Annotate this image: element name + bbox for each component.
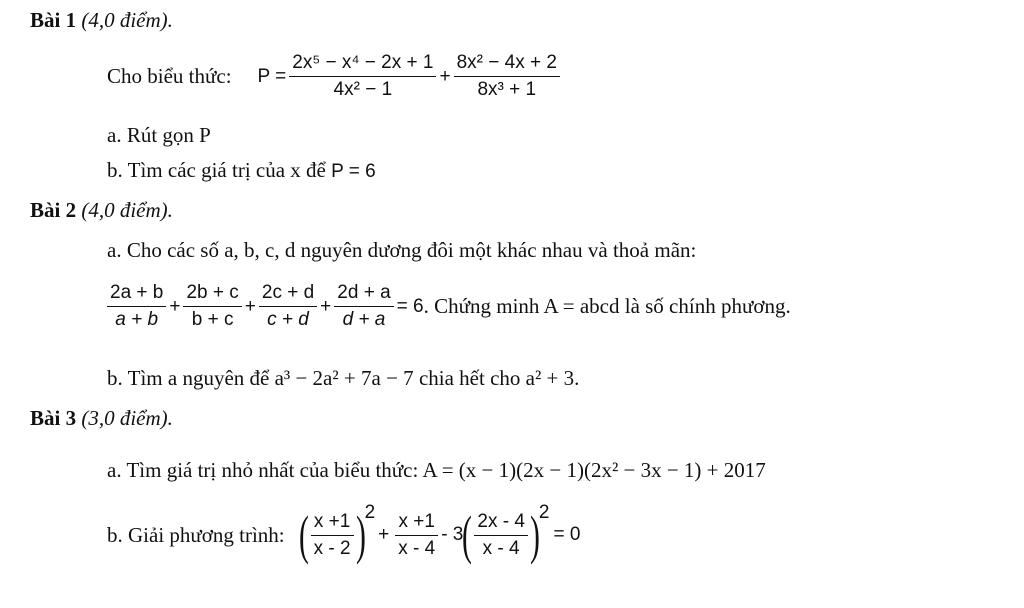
bai3-part-a — [107, 458, 766, 483]
bai2-fraction-4-num: 2d + a — [334, 282, 393, 307]
bai2-points: (4,0 điểm). — [81, 198, 173, 222]
bai3-term-2-fraction — [395, 511, 438, 560]
bai3-term-3-num: 2x - 4 — [474, 511, 528, 536]
bai2-heading: Bài 2 — [30, 198, 77, 222]
bai2-part-b-expr: a³ − 2a² + 7a − 7 — [274, 366, 414, 390]
bai3-points: (3,0 điểm). — [81, 406, 173, 430]
bai2-heading-line — [30, 198, 173, 223]
bai1-part-b-math: P = 6 — [331, 161, 376, 182]
bai2-fraction-2-den: b + c — [191, 309, 234, 330]
bai1-expression-line — [107, 52, 563, 101]
bai3-coef: - 3 — [441, 524, 464, 545]
bai1-p-lhs: P = — [257, 65, 287, 87]
bai3-term-3-den: x - 4 — [482, 537, 520, 559]
bai2-part-b — [107, 366, 579, 391]
bai2-fraction-3-den: c + d — [267, 309, 309, 330]
bai2-part-a-text: a. Cho các số a, b, c, d nguyên dương đôi một khác nhau và thoả mãn: — [107, 238, 697, 262]
left-paren-3: ( — [462, 505, 473, 565]
bai2-eq-end: = 6 — [396, 295, 424, 317]
bai1-fraction-1-den: 4x² − 1 — [333, 79, 393, 100]
bai2-part-b-div: a² + 3. — [525, 366, 580, 390]
bai3-plus: + — [378, 524, 390, 545]
bai1-heading-line — [30, 8, 173, 33]
bai2-fraction-3-num: 2c + d — [259, 282, 317, 307]
bai1-fraction-1 — [289, 52, 436, 101]
bai1-heading: Bài 1 — [30, 8, 77, 32]
bai2-fraction-1 — [107, 282, 166, 331]
bai3-part-b — [107, 502, 581, 565]
bai3-eq-end: = 0 — [553, 524, 581, 545]
bai3-part-b-text: b. Giải phương trình: — [107, 522, 285, 547]
bai1-part-b-text: b. Tìm các giá trị của x để — [107, 158, 326, 182]
bai2-plus-3: + — [320, 295, 332, 317]
bai3-term-1-fraction — [311, 511, 354, 560]
bai1-part-a: a. Rút gọn P — [107, 123, 211, 147]
bai2-equation-line — [104, 282, 791, 331]
bai2-fraction-4-den: d + a — [342, 309, 386, 330]
left-paren-1: ( — [298, 505, 309, 565]
bai1-fraction-2 — [454, 52, 560, 101]
bai1-fraction-1-num: 2x⁵ − x⁴ − 2x + 1 — [289, 52, 436, 77]
bai1-fraction-2-den: 8x³ + 1 — [477, 79, 537, 100]
bai1-intro: Cho biểu thức: — [107, 64, 232, 88]
bai2-part-b-mid: chia hết cho — [418, 366, 521, 390]
bai3-term-2-den: x - 4 — [398, 537, 436, 559]
bai1-points: (4,0 điểm). — [81, 8, 173, 32]
bai3-heading: Bài 3 — [30, 406, 77, 430]
bai2-fraction-2 — [183, 282, 241, 331]
bai3-heading-line — [30, 406, 173, 431]
bai2-conclusion: . Chứng minh A = abcd là số chính phương. — [423, 294, 791, 318]
bai2-plus-2: + — [244, 295, 256, 317]
bai2-part-b-text: b. Tìm a nguyên để — [107, 366, 270, 390]
bai3-part-a-expr: A = (x − 1)(2x − 1)(2x² − 3x − 1) + 2017 — [422, 458, 766, 482]
bai2-fraction-4 — [334, 282, 393, 331]
bai3-square-3: 2 — [538, 502, 550, 523]
bai3-term-2-num: x +1 — [395, 511, 438, 536]
bai3-square-1: 2 — [364, 502, 376, 523]
bai2-fraction-1-num: 2a + b — [107, 282, 166, 307]
right-paren-1: ) — [355, 505, 366, 565]
bai1-fraction-2-num: 8x² − 4x + 2 — [454, 52, 560, 77]
bai1-plus: + — [439, 65, 451, 87]
bai3-term-1-num: x +1 — [311, 511, 354, 536]
bai2-fraction-1-den: a + b — [115, 309, 159, 330]
bai3-term-1-den: x - 2 — [313, 537, 351, 559]
bai2-plus-1: + — [169, 295, 181, 317]
bai2-fraction-2-num: 2b + c — [183, 282, 241, 307]
right-paren-3: ) — [529, 505, 540, 565]
bai2-fraction-3 — [259, 282, 317, 331]
bai1-part-b — [107, 158, 376, 183]
bai3-part-a-text: a. Tìm giá trị nhỏ nhất của biểu thức: — [107, 458, 419, 482]
bai3-term-3-fraction — [474, 511, 528, 560]
